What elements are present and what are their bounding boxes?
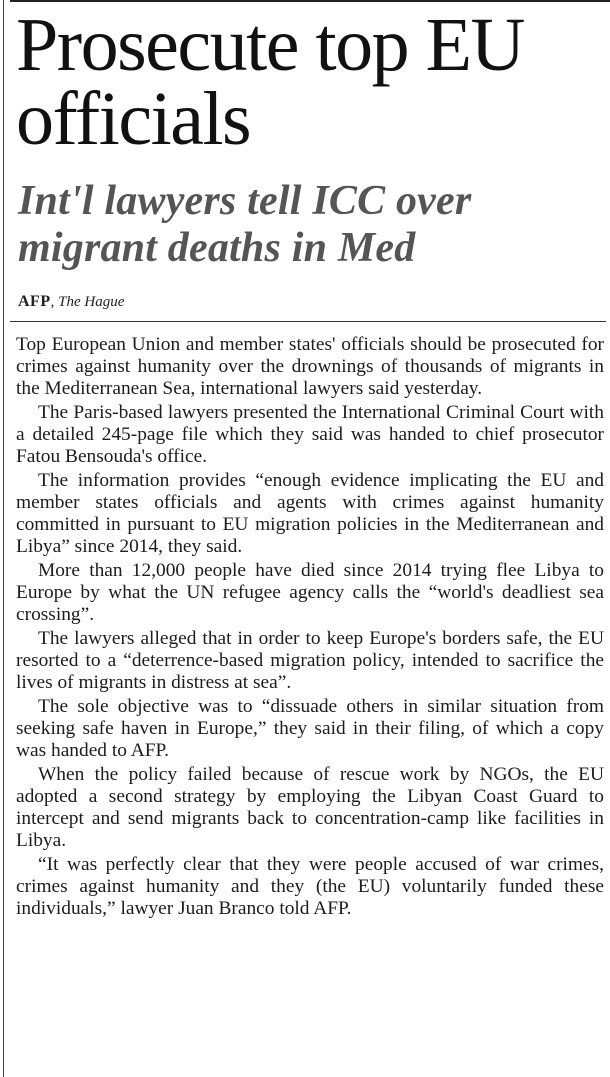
column-rule xyxy=(3,0,4,1077)
paragraph-7: When the policy failed because of rescue work by NGOs, the EU adopted a second strategy by employing the Libyan Coast Guard to intercept and send migrants back to concentration-camp like facilities in Libya. xyxy=(16,764,604,851)
byline xyxy=(18,292,124,312)
byline-agency: AFP xyxy=(18,293,51,310)
paragraph-3: The information provides “enough evidence implicating the EU and member states officials and agents with crimes against humanity committed in pursuant to EU migration policies in the Mediterranean and Libya” since 2014, they said. xyxy=(16,470,604,557)
byline-rule xyxy=(10,321,606,322)
byline-place: The Hague xyxy=(58,294,125,310)
paragraph-2: The Paris-based lawyers presented the International Criminal Court with a detailed 245-page file which they said was handed to chief prosecutor Fatou Bensouda's office. xyxy=(16,402,604,467)
subheadline: Int'l lawyers tell ICC over migrant deaths in Med xyxy=(18,178,472,271)
paragraph-8: “It was perfectly clear that they were people accused of war crimes, crimes against humanity and they (the EU) voluntarily funded these individuals,” lawyer Juan Branco told AFP. xyxy=(16,854,604,919)
byline-separator: , xyxy=(50,294,55,310)
paragraph-1: Top European Union and member states' officials should be prosecuted for crimes against humanity over the drownings of thousands of migrants in the Mediterranean Sea, international lawyers said yesterday. xyxy=(16,334,604,399)
paragraph-4: More than 12,000 people have died since 2014 trying flee Libya to Europe by what the UN refugee agency calls the “world's deadliest sea crossing”. xyxy=(16,560,604,625)
headline: Prosecute top EU officials xyxy=(16,3,524,161)
top-rule xyxy=(10,0,610,2)
paragraph-6: The sole objective was to “dissuade others in similar situation from seeking safe haven in Europe,” they said in their filing, of which a copy was handed to AFP. xyxy=(16,696,604,761)
paragraph-5: The lawyers alleged that in order to keep Europe's borders safe, the EU resorted to a “deterrence-based migration policy, intended to sacrifice the lives of migrants in distress at sea”. xyxy=(16,628,604,693)
article-body xyxy=(16,334,604,920)
